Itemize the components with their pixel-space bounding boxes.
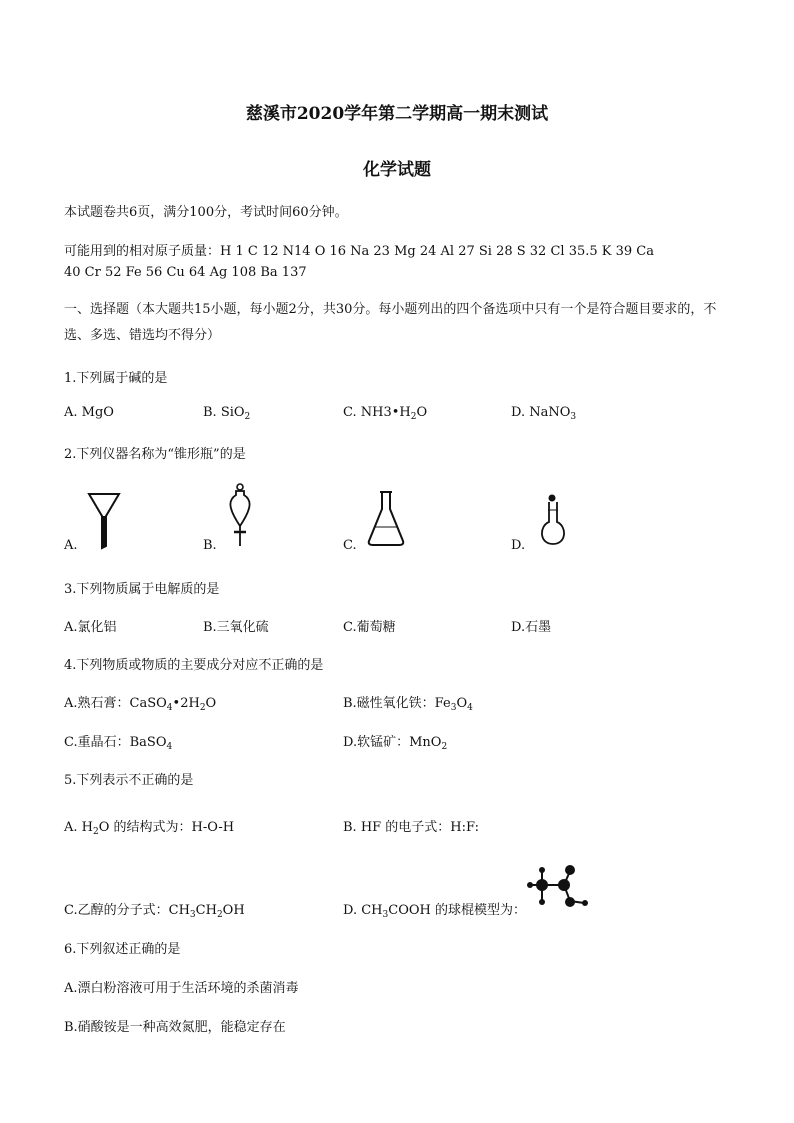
question-3-stem: 3.下列物质属于电解质的是 [64, 582, 220, 597]
q4-option-c: C.重晶石：BaSO$_4$ [64, 735, 173, 752]
q3-option-d: D.石墨 [511, 620, 552, 635]
q6-option-a: A.漂白粉溶液可用于生活环境的杀菌消毒 [64, 981, 299, 996]
separatory-funnel-icon [224, 482, 256, 548]
question-6-stem: 6.下列叙述正确的是 [64, 942, 181, 957]
q3-option-b: B.三氧化硫 [203, 620, 269, 635]
q5-option-a: A. $H_2O$ 的结构式为：H-O-H [64, 820, 235, 837]
section-heading: 一、选择题（本大题共15小题，每小题2分，共30分。每小题列出的四个备选项中只有一个是符合题目要求的，不选、多选、错选均不得分） [64, 302, 717, 343]
q2-option-d-label: D. [511, 538, 526, 553]
question-2-stem: 2.下列仪器名称为“锥形瓶”的是 [64, 447, 246, 462]
exam-title: 慈溪市2020学年第二学期高一期末测试 [245, 104, 549, 124]
q3-option-c: C.葡萄糖 [343, 620, 396, 635]
q1-option-c: C. $NH3•H_2O$ [343, 405, 428, 422]
question-1-stem: 1.下列属于碱的是 [64, 371, 168, 386]
q4-option-a: A.熟石膏：$CaSO_4•2H_2O$ [64, 696, 217, 713]
question-5-stem: 5.下列表示不正确的是 [64, 773, 194, 788]
funnel-icon [86, 490, 122, 552]
q4-option-d: D.软锰矿：MnO$_2$ [343, 735, 448, 752]
q1-option-d: D. NaNO$_3$ [511, 405, 577, 422]
q1-option-b: B. SiO$_2$ [203, 405, 251, 422]
question-4-stem: 4.下列物质或物质的主要成分对应不正确的是 [64, 658, 324, 673]
erlenmeyer-flask-icon [365, 489, 407, 547]
q2-option-b-label: B. [203, 538, 217, 553]
atomic-masses-line-2: 40 Cr 52 Fe 56 Cu 64 Ag 108 Ba 137 [64, 265, 307, 280]
q5-option-c: C.乙醇的分子式：$CH_3CH_2OH$ [64, 903, 245, 920]
q4-option-b: B.磁性氧化铁：$Fe_3O_4$ [343, 696, 473, 713]
exam-subtitle: 化学试题 [363, 160, 431, 180]
atomic-masses-line-1: 可能用到的相对原子质量：H 1 C 12 N14 O 16 Na 23 Mg 24 Al 27 Si 28 S 32 Cl 35.5 K 39 Ca [64, 244, 654, 259]
volumetric-flask-icon [536, 492, 570, 550]
q1-option-a: A. MgO [64, 405, 114, 420]
q5-option-b: B. HF 的电子式：H:F: [343, 820, 479, 835]
q2-option-a-label: A. [64, 538, 78, 553]
exam-info: 本试题卷共6页，满分100分，考试时间60分钟。 [64, 205, 348, 220]
q5-option-d: D. $CH_3COOH$ 的球棍模型为： [343, 903, 526, 920]
q2-option-c-label: C. [343, 538, 357, 553]
q3-option-a: A.氯化铝 [64, 620, 117, 635]
ball-and-stick-model-icon [526, 863, 592, 911]
q6-option-b: B.硝酸铵是一种高效氮肥，能稳定存在 [64, 1020, 286, 1035]
